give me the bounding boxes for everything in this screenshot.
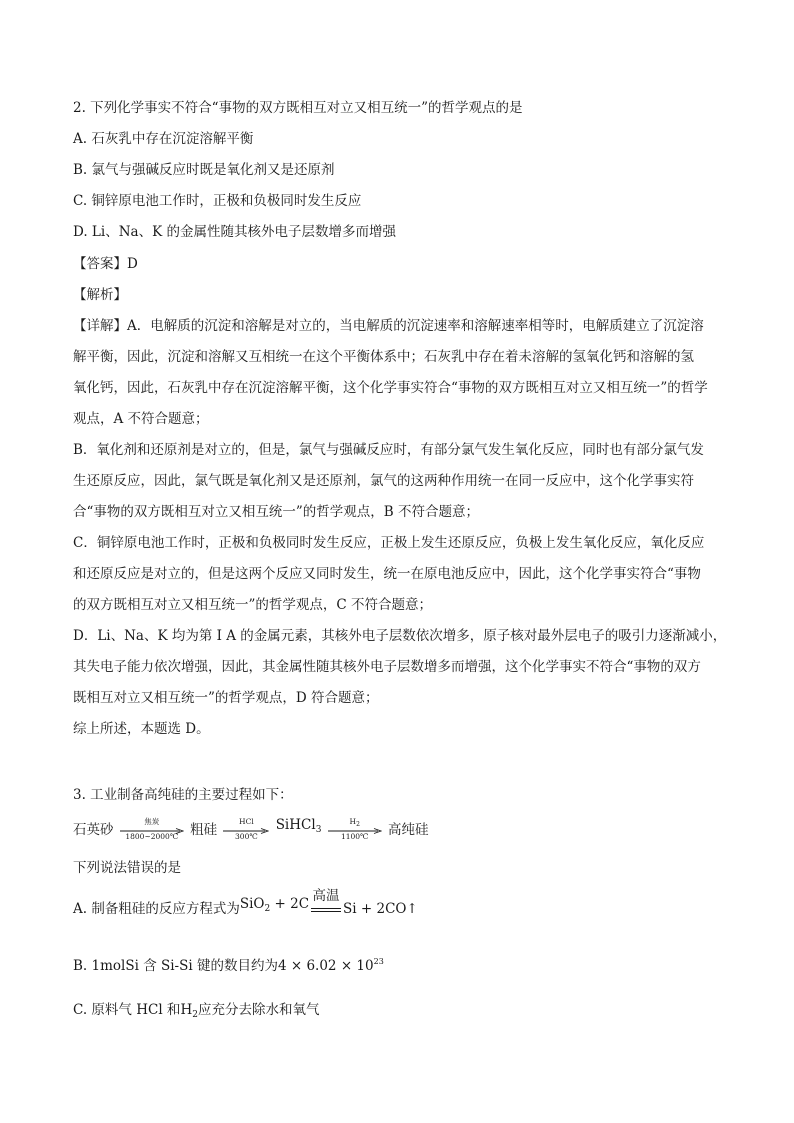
q3-option-a (73, 888, 418, 924)
flow-arrow-condition: 1100℃ (340, 832, 369, 841)
q2-detail-line: 其失电子能力依次增强，因此，其金属性随其核外电子层数增多而增强，这个化学事实不符合“事物的双方 (73, 659, 701, 675)
flow-arrow (328, 817, 382, 843)
flow-step-quartz: 石英砂 (73, 822, 114, 838)
reaction-condition (309, 888, 343, 922)
flow-arrow-reagent: HCl (239, 817, 254, 826)
flow-step-sihcl3 (276, 817, 322, 833)
q2-option-b: B. 氯气与强碱反应时既是氧化剂又是还原剂 (73, 162, 335, 178)
equals-line (311, 911, 341, 912)
flow-arrow-condition: 1800~2000℃ (125, 832, 179, 841)
q2-detail-line: B．氧化剂和还原剂是对立的，但是，氯气与强碱反应时，有部分氯气发生氧化反应，同时也有部分氯气发 (73, 442, 704, 458)
option-c-text: C. 原料气 HCl 和 (73, 1002, 181, 1018)
q2-detail-line: 的双方既相互对立又相互统一”的哲学观点，C 不符合题意； (73, 597, 433, 613)
formula-main: SiO (239, 896, 265, 912)
option-a-text: A. 制备粗硅的反应方程式为 (73, 901, 240, 917)
q2-detail-line: 综上所述，本题选 D。 (73, 721, 210, 737)
q2-option-d: D. Li、Na、K 的金属性随其核外电子层数增多而增强 (73, 224, 396, 240)
q2-detail-line: 解平衡，因此，沉淀和溶解又互相统一在这个平衡体系中；石灰乳中存在着未溶解的氢氧化钙和溶解的氢 (73, 349, 694, 365)
flow-step-pure-si: 高纯硅 (388, 822, 429, 838)
equation-rhs: Si + 2CO↑ (343, 901, 418, 917)
q3-process-flow (73, 812, 429, 840)
formula-main: + 2C (270, 896, 310, 912)
formula-subscript: 2 (356, 821, 360, 828)
option-c-suffix: 应充分去除水和氧气 (197, 1002, 320, 1018)
q2-detail-line: 合“事物的双方既相互对立又相互统一”的哲学观点，B 不符合题意； (73, 504, 480, 520)
condition-text: 高温 (312, 888, 340, 904)
q2-detail-line: 氧化钙，因此，石灰乳中存在沉淀溶解平衡，这个化学事实符合“事物的双方既相互对立又相互统一”的哲学 (73, 380, 708, 396)
q2-stem: 2. 下列化学事实不符合“事物的双方既相互对立又相互统一”的哲学观点的是 (73, 100, 523, 116)
equation-lhs (240, 896, 309, 912)
q2-answer: 【答案】D (73, 256, 138, 272)
q3-stem: 3. 工业制备高纯硅的主要过程如下： (73, 787, 293, 803)
q2-detail-line: 【详解】A．电解质的沉淀和溶解是对立的，当电解质的沉淀速率和溶解速率相等时，电解质建立了沉淀溶 (73, 318, 704, 334)
q2-detail-line: 和还原反应是对立的，但是这两个反应又同时发生，统一在原电池反应中，因此，这个化学事实符合“事物 (73, 566, 701, 582)
option-b-text: B. 1molSi 含 Si-Si 键的数目约为 (73, 958, 278, 974)
q2-detail-line: C．铜锌原电池工作时，正极和负极同时发生反应，正极上发生还原反应，负极上发生氧化反应，氧化反应 (73, 535, 705, 551)
q2-analysis-title: 【解析】 (73, 287, 127, 303)
flow-step-crude-si: 粗硅 (190, 822, 218, 838)
formula-main: H (349, 817, 357, 826)
formula-main: H (180, 1002, 193, 1018)
q3-option-c (73, 998, 319, 1026)
flow-arrow (223, 817, 269, 843)
q2-detail-line: 观点，A 不符合题意； (73, 411, 209, 427)
formula-main: 4 × 6.02 × 10 (277, 958, 374, 974)
q2-detail-line: 生还原反应，因此，氯气既是氧化剂又是还原剂，氯气的这两种作用统一在同一反应中，这个化学事实符 (73, 473, 694, 489)
formula-subscript: 2 (192, 1010, 198, 1020)
flow-arrow-condition: 300℃ (235, 832, 258, 841)
q2-option-a: A. 石灰乳中存在沉淀溶解平衡 (73, 131, 254, 147)
flow-arrow-reagent: 焦炭 (144, 817, 160, 826)
formula-main: SiHCl (275, 817, 316, 833)
flow-arrow (120, 817, 184, 843)
formula-subscript: 2 (264, 904, 271, 914)
q2-detail-line: D．Li、Na、K 均为第 I A 的金属元素，其核外电子层数依次增多，原子核对最外层电子的吸引力逐渐减小， (73, 628, 727, 644)
formula-subscript: 3 (315, 825, 322, 835)
q2-option-c: C. 铜锌原电池工作时，正极和负极同时发生反应 (73, 193, 362, 209)
formula-superscript: 23 (373, 957, 384, 966)
q3-question: 下列说法错误的是 (73, 860, 181, 876)
q2-detail-line: 既相互对立又相互统一”的哲学观点，D 符合题意； (73, 690, 379, 706)
equals-line (311, 908, 341, 909)
q3-option-b (73, 954, 384, 982)
